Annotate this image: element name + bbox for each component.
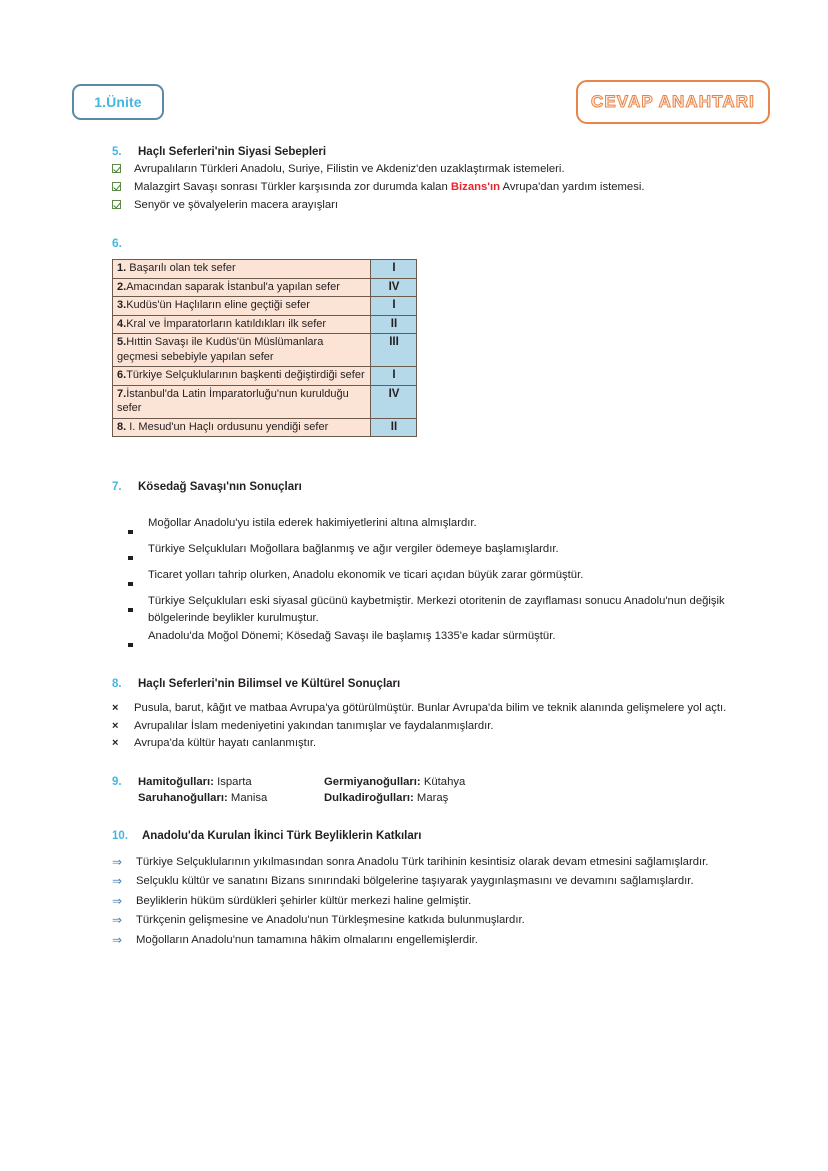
table-cell-label: 6.Türkiye Selçuklularının başkenti değiştirdiği sefer xyxy=(113,367,371,386)
cross-bullet-icon: × xyxy=(112,737,119,749)
list-item-text: Türkiye Selçukluları eski siyasal gücünü kaybetmiştir. Merkezi otoritenin de zayıflaması sonucu Anadolu'nun değişik bölgelerinde beylikler kurulmuştur. xyxy=(148,595,725,624)
table-cell-label: 1. Başarılı olan tek sefer xyxy=(113,260,371,279)
table-row xyxy=(113,278,417,297)
section-9-number: 9. xyxy=(112,775,122,788)
section-5-title: Haçlı Seferleri'nin Siyasi Sebepleri xyxy=(138,146,327,158)
beylik-pair-left: Saruhanoğulları: Manisa xyxy=(138,791,268,804)
table-cell-label: 3.Kudüs'ün Haçlıların eline geçtiği sefer xyxy=(113,297,371,316)
table-cell-label: 2.Amacından saparak İstanbul'a yapılan sefer xyxy=(113,278,371,297)
list-item-text: Moğollar Anadolu'yu istila ederek hakimiyetlerini altına almışlardır. xyxy=(148,517,477,529)
cross-bullet-icon: × xyxy=(112,702,119,714)
section-9-row xyxy=(138,790,732,806)
table-row xyxy=(113,334,417,367)
section-5-list xyxy=(112,161,732,214)
section-8-heading xyxy=(112,678,732,690)
section-9-row xyxy=(138,774,732,790)
table-row xyxy=(113,385,417,418)
checkbox-checked-icon xyxy=(112,179,134,196)
beylik-pair-right: Dulkadiroğulları: Maraş xyxy=(324,791,449,804)
list-item xyxy=(112,932,732,949)
answer-key-badge xyxy=(576,80,770,124)
beylik-pair-left: Hamitoğulları: Isparta xyxy=(138,775,252,788)
section-9 xyxy=(112,774,732,806)
table-cell-value: I xyxy=(371,367,417,386)
section-7-number: 7. xyxy=(112,481,122,493)
list-item xyxy=(112,735,732,752)
table-cell-value: II xyxy=(371,315,417,334)
section-8-list xyxy=(112,700,732,752)
highlight-text: Bizans'ın xyxy=(450,181,501,193)
list-item-text: Avrupa'da kültür hayatı canlanmıştır. xyxy=(134,737,317,749)
table-cell-value: II xyxy=(371,418,417,437)
section-10-list xyxy=(112,854,732,949)
table-row xyxy=(113,315,417,334)
section-5-number: 5. xyxy=(112,146,122,158)
list-item-text: Beyliklerin hüküm sürdükleri şehirler kültür merkezi haline gelmiştir. xyxy=(136,894,472,907)
table-row xyxy=(113,367,417,386)
square-bullet-icon xyxy=(128,593,148,617)
table-cell-label: 4.Kral ve İmparatorların katıldıkları ilk sefer xyxy=(113,315,371,334)
table-row xyxy=(113,260,417,279)
section-7-title: Kösedağ Savaşı'nın Sonuçları xyxy=(138,481,302,493)
table-cell-label: 8. I. Mesud'un Haçlı ordusunu yendiği sefer xyxy=(113,418,371,437)
table-cell-label: 7.İstanbul'da Latin İmparatorluğu'nun kurulduğu sefer xyxy=(113,385,371,418)
list-item xyxy=(128,541,732,565)
section-10-title: Anadolu'da Kurulan İkinci Türk Beyliklerin Katkıları xyxy=(142,829,422,842)
arrow-right-icon: ⇒ xyxy=(112,874,123,888)
content-area xyxy=(112,146,732,951)
section-8 xyxy=(112,678,732,752)
checkbox-checked-icon xyxy=(112,197,134,214)
list-item xyxy=(112,912,732,929)
list-item xyxy=(112,197,732,214)
table-row xyxy=(113,418,417,437)
table-row xyxy=(113,297,417,316)
list-item-text: Türkiye Selçuklularının yıkılmasından sonra Anadolu Türk tarihinin kesintisiz olarak devam etmesini sağlamışlardır. xyxy=(136,855,709,868)
square-bullet-icon xyxy=(128,567,148,591)
list-item-text: Ticaret yolları tahrip olurken, Anadolu ekonomik ve ticari açıdan büyük zarar görmüştür. xyxy=(148,569,584,581)
list-item-text: Avrupalılar İslam medeniyetini yakından tanımışlar ve faydalanmışlardır. xyxy=(134,719,494,732)
list-item-text: Malazgirt Savaşı sonrası Türkler karşısında zor durumda kalan Bizans'ın Avrupa'dan yardım istemesi. xyxy=(134,181,645,193)
arrow-right-icon: ⇒ xyxy=(112,893,123,908)
list-item xyxy=(112,161,732,178)
section-8-number: 8. xyxy=(112,678,122,690)
list-item xyxy=(112,718,732,735)
square-bullet-icon xyxy=(128,628,148,652)
arrow-right-icon: ⇒ xyxy=(112,913,123,927)
arrow-right-icon: ⇒ xyxy=(112,854,123,869)
list-item xyxy=(112,179,732,196)
table-cell-value: I xyxy=(371,260,417,279)
list-item-text: Anadolu'da Moğol Dönemi; Kösedağ Savaşı ile başlamış 1335'e kadar sürmüştür. xyxy=(148,630,556,642)
list-item xyxy=(112,700,732,717)
list-item-text: Senyör ve şövalyelerin macera arayışları xyxy=(134,199,339,211)
table-cell-value: I xyxy=(371,297,417,316)
square-bullet-icon xyxy=(128,515,148,539)
list-item xyxy=(128,515,732,539)
list-item xyxy=(128,593,732,626)
list-item-text: Pusula, barut, kâğıt ve matbaa Avrupa'ya götürülmüştür. Bunlar Avrupa'da bilim ve teknik alanında gelişmelere yol açtı. xyxy=(134,702,727,714)
section-7-heading xyxy=(112,481,732,493)
list-item xyxy=(112,854,732,871)
unit-badge-label: 1.Ünite xyxy=(94,94,142,110)
section-10 xyxy=(112,830,732,949)
list-item-text: Avrupalıların Türkleri Anadolu, Suriye, Filistin ve Akdeniz'den uzaklaştırmak istemeleri. xyxy=(134,163,565,175)
section-8-title: Haçlı Seferleri'nin Bilimsel ve Kültürel Sonuçları xyxy=(138,678,401,690)
section-7-list xyxy=(112,515,732,652)
cross-bullet-icon: × xyxy=(112,719,119,732)
table-cell-value: IV xyxy=(371,278,417,297)
arrow-right-icon: ⇒ xyxy=(112,932,123,947)
answer-key-badge-label: CEVAP ANAHTARI xyxy=(590,92,755,111)
beylik-pair-right: Germiyanoğulları: Kütahya xyxy=(324,775,466,788)
list-item-text: Türkçenin gelişmesine ve Anadolu'nun Türkleşmesine katkıda bulunmuşlardır. xyxy=(136,914,525,926)
section-6-number: 6. xyxy=(112,236,123,250)
list-item xyxy=(128,628,732,652)
section-5-heading xyxy=(112,146,732,158)
table-cell-value: III xyxy=(371,334,417,367)
table-cell-label: 5.Hıttin Savaşı ile Kudüs'ün Müslümanlara geçmesi sebebiyle yapılan sefer xyxy=(113,334,371,367)
answers-table xyxy=(112,259,417,437)
table-cell-value: IV xyxy=(371,385,417,418)
checkbox-checked-icon xyxy=(112,161,134,178)
square-bullet-icon xyxy=(128,541,148,565)
unit-badge xyxy=(72,84,164,120)
section-10-heading xyxy=(112,830,732,842)
list-item xyxy=(128,567,732,591)
section-10-number: 10. xyxy=(112,829,128,842)
list-item-text: Moğolların Anadolu'nun tamamına hâkim olmalarını engellemişlerdir. xyxy=(136,933,478,946)
list-item-text: Selçuklu kültür ve sanatını Bizans sınırındaki bölgelerine taşıyarak yaygınlaşmasını ve devamını sağlamışlardır. xyxy=(136,875,694,887)
section-7 xyxy=(112,481,732,652)
list-item xyxy=(112,873,732,890)
list-item-text: Türkiye Selçukluları Moğollara bağlanmış ve ağır vergiler ödemeye başlamışlardır. xyxy=(148,543,559,555)
list-item xyxy=(112,893,732,910)
section-9-pairs xyxy=(138,774,732,806)
